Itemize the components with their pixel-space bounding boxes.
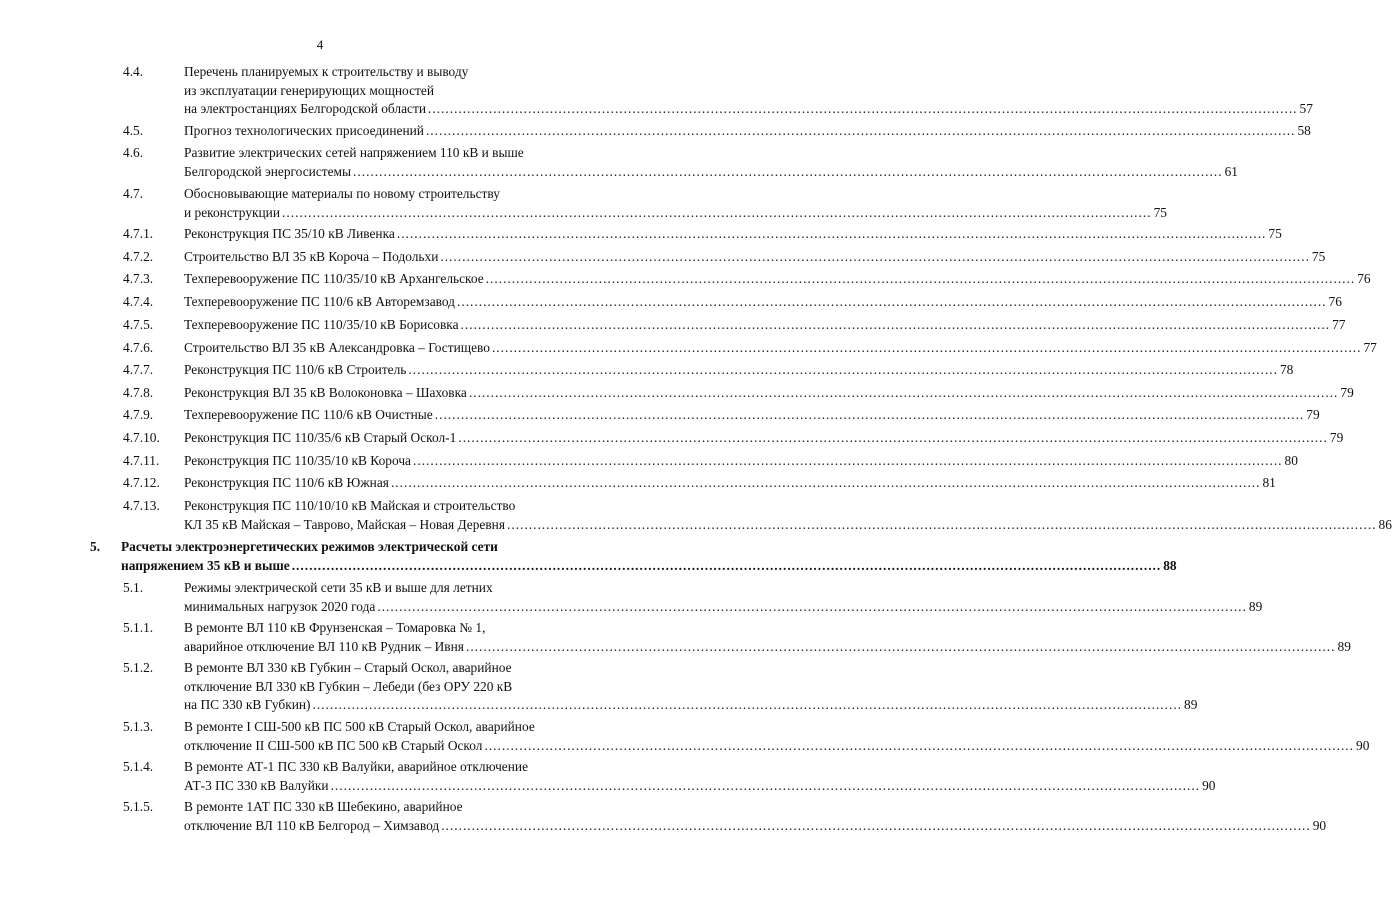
toc-entry-line	[184, 406, 1320, 425]
dot-leader: ........................................................................................................................................................................................................	[434, 407, 1305, 422]
toc-entry-line-text: Техперевооружение ПС 110/6 кВ Авторемзавод	[184, 294, 455, 309]
toc-entry-line-text: Техперевооружение ПС 110/35/10 кВ Архангельское	[184, 271, 484, 286]
toc-entry-number: 4.7.9.	[123, 407, 154, 422]
toc-entry-number: 4.7.4.	[123, 294, 154, 309]
toc-entry-number: 4.7.10.	[123, 430, 160, 445]
toc-entry-line-text: Реконструкция ПС 110/6 кВ Строитель	[184, 362, 407, 377]
dot-leader: ........................................................................................................................................................................................................	[458, 430, 1328, 445]
page-number: 4	[316, 37, 324, 52]
toc-entry-line	[184, 516, 1392, 535]
toc-entry-line	[184, 100, 1313, 119]
toc-entry-line	[184, 339, 1377, 358]
toc-entry-line	[121, 557, 1177, 576]
toc-entry-number: 5.1.5.	[123, 799, 154, 814]
toc-entry-page: 90	[1202, 777, 1216, 793]
toc-entry-line: Расчеты электроэнергетических режимов электрической сети	[121, 539, 498, 554]
toc-entry-line	[184, 225, 1282, 244]
toc-entry-number: 4.6.	[123, 145, 144, 160]
dot-leader: ........................................................................................................................................................................................................	[291, 557, 1162, 573]
dot-leader: ........................................................................................................................................................................................................	[330, 777, 1201, 793]
toc-entry-number: 4.7.13.	[123, 498, 160, 513]
toc-entry-line	[184, 474, 1276, 493]
toc-entry-line	[184, 429, 1344, 448]
toc-entry-line-text: аварийное отключение ВЛ 110 кВ Рудник – Ивня	[184, 638, 464, 654]
toc-entry-line	[184, 361, 1294, 380]
toc-entry-title	[121, 538, 1177, 575]
toc-entry-number: 5.1.4.	[123, 759, 154, 774]
toc-entry-number: 5.1.3.	[123, 719, 154, 734]
dot-leader: ........................................................................................................................................................................................................	[491, 340, 1362, 355]
toc-entry-page: 78	[1279, 362, 1294, 377]
toc-entry-title	[184, 316, 1346, 335]
toc-entry-page: 57	[1299, 101, 1313, 116]
toc-entry-line	[184, 204, 1167, 223]
toc-entry-page: 89	[1337, 638, 1351, 654]
toc-entry-page: 77	[1363, 340, 1377, 355]
toc-entry-line	[184, 638, 1351, 657]
toc-entry-page: 79	[1340, 385, 1354, 400]
toc-entry-line-text: АТ-3 ПС 330 кВ Валуйки	[184, 777, 329, 793]
toc-entry-page: 90	[1356, 737, 1370, 753]
toc-entry-title	[184, 185, 1167, 222]
toc-entry-line-text: отключение II СШ-500 кВ ПС 500 кВ Старый Оскол	[184, 737, 483, 753]
toc-entry-title	[184, 384, 1354, 403]
dot-leader: ........................................................................................................................................................................................................	[428, 101, 1298, 116]
toc-entry-number: 5.1.	[123, 580, 144, 595]
dot-leader: ........................................................................................................................................................................................................	[457, 294, 1327, 309]
toc-entry-line-text: Реконструкция ПС 110/35/10 кВ Короча	[184, 453, 411, 468]
toc-entry-line-text: Техперевооружение ПС 110/35/10 кВ Борисовка	[184, 317, 459, 332]
toc-entry-title	[184, 339, 1377, 358]
toc-entry-line-text: Реконструкция ВЛ 35 кВ Волоконовка – Шаховка	[184, 385, 467, 400]
toc-entry-title	[184, 248, 1326, 267]
toc-entry-number: 5.1.1.	[123, 620, 154, 635]
toc-entry-title	[184, 497, 1392, 534]
toc-entry-line: Перечень планируемых к строительству и выводу	[184, 64, 469, 79]
toc-entry-title	[184, 798, 1327, 835]
dot-leader: ........................................................................................................................................................................................................	[440, 249, 1310, 264]
toc-entry-page: 58	[1297, 123, 1311, 138]
dot-leader: ........................................................................................................................................................................................................	[408, 362, 1278, 377]
toc-entry-line	[184, 817, 1327, 836]
dot-leader: ........................................................................................................................................................................................................	[390, 475, 1261, 490]
toc-entry-page: 81	[1262, 475, 1276, 490]
toc-entry-title	[184, 225, 1282, 244]
toc-entry-line	[184, 696, 1198, 715]
dot-leader: ........................................................................................................................................................................................................	[465, 638, 1336, 654]
toc-entry-title	[184, 270, 1371, 289]
toc-entry-page: 76	[1328, 294, 1342, 309]
toc-entry-page: 90	[1312, 817, 1327, 833]
toc-entry-number: 4.7.5.	[123, 317, 154, 332]
toc-entry-page: 75	[1153, 204, 1167, 220]
dot-leader: ........................................................................................................................................................................................................	[312, 697, 1183, 712]
toc-entry-line: В ремонте ВЛ 330 кВ Губкин – Старый Оскол, аварийное	[184, 660, 512, 675]
dot-leader: ........................................................................................................................................................................................................	[468, 385, 1339, 400]
dot-leader: ........................................................................................................................................................................................................	[425, 123, 1296, 138]
dot-leader: ........................................................................................................................................................................................................	[460, 317, 1331, 332]
toc-entry-page: 76	[1357, 271, 1371, 286]
toc-entry-line-text: минимальных нагрузок 2020 года	[184, 598, 376, 614]
toc-entry-page: 89	[1248, 598, 1263, 614]
toc-entry-page: 86	[1378, 516, 1392, 532]
toc-entry-number: 4.5.	[123, 123, 144, 138]
toc-entry-line-text: отключение ВЛ 110 кВ Белгород – Химзавод	[184, 817, 440, 833]
dot-leader: ........................................................................................................................................................................................................	[485, 271, 1356, 286]
toc-entry-page: 75	[1311, 249, 1326, 264]
toc-entry-line: Реконструкция ПС 110/10/10 кВ Майская и строительство	[184, 498, 516, 513]
toc-entry-page: 80	[1284, 453, 1298, 468]
toc-entry-line	[184, 248, 1326, 267]
toc-entry-line-text: и реконструкции	[184, 204, 281, 220]
toc-entry-line-text: Техперевооружение ПС 110/6 кВ Очистные	[184, 407, 433, 422]
toc-entry-number: 4.7.7.	[123, 362, 154, 377]
toc-entry-page: 77	[1332, 317, 1346, 332]
dot-leader: ........................................................................................................................................................................................................	[396, 226, 1267, 241]
toc-entry-title	[184, 361, 1294, 380]
toc-entry-line-text: Реконструкция ПС 110/6 кВ Южная	[184, 475, 389, 490]
toc-entry-title	[184, 579, 1263, 616]
toc-entry-page: 79	[1306, 407, 1320, 422]
toc-entry-title	[184, 758, 1216, 795]
toc-entry-line-text: Строительство ВЛ 35 кВ Короча – Подольхи	[184, 249, 439, 264]
toc-entry-line-text: Прогноз технологических присоединений	[184, 123, 424, 138]
toc-entry-line	[184, 122, 1311, 141]
toc-entry-line: В ремонте ВЛ 110 кВ Фрунзенская – Томаровка № 1,	[184, 620, 486, 635]
toc-entry-line	[184, 384, 1354, 403]
toc-entry-line-text: КЛ 35 кВ Майская – Таврово, Майская – Новая Деревня	[184, 516, 506, 532]
toc-entry-line: отключение ВЛ 330 кВ Губкин – Лебеди (без ОРУ 220 кВ	[184, 678, 513, 694]
toc-entry-line-text: Реконструкция ПС 35/10 кВ Ливенка	[184, 226, 395, 241]
toc-entry-page: 88	[1163, 557, 1177, 573]
toc-entry-number: 4.7.8.	[123, 385, 154, 400]
dot-leader: ........................................................................................................................................................................................................	[413, 453, 1283, 468]
toc-entry-line-text: Строительство ВЛ 35 кВ Александровка – Гостищево	[184, 340, 490, 355]
toc-entry-title	[184, 474, 1276, 493]
toc-entry-number: 4.7.1.	[123, 226, 154, 241]
toc-entry-line	[184, 598, 1263, 617]
toc-entry-title	[184, 122, 1311, 141]
toc-entry-number: 4.7.3.	[123, 271, 154, 286]
toc-entry-number: 4.7.	[123, 186, 144, 201]
toc-entry-title	[184, 452, 1298, 471]
toc-entry-line: В ремонте АТ-1 ПС 330 кВ Валуйки, аварийное отключение	[184, 759, 529, 774]
toc-entry-line-text: напряжением 35 кВ и выше	[121, 557, 290, 573]
toc-entry-line-text: Реконструкция ПС 110/35/6 кВ Старый Оскол-1	[184, 430, 457, 445]
dot-leader: ........................................................................................................................................................................................................	[377, 598, 1247, 614]
toc-entry-title	[184, 144, 1238, 181]
toc-entry-line	[184, 316, 1346, 335]
toc-entry-line	[184, 163, 1238, 182]
toc-entry-line	[184, 270, 1371, 289]
toc-entry-line	[184, 452, 1298, 471]
toc-entry-title	[184, 659, 1198, 715]
toc-entry-line: Обосновывающие материалы по новому строительству	[184, 186, 500, 201]
toc-entry-line: Режимы электрической сети 35 кВ и выше для летних	[184, 580, 493, 595]
dot-leader: ........................................................................................................................................................................................................	[282, 204, 1152, 220]
toc-entry-number: 4.7.2.	[123, 249, 154, 264]
toc-entry-page: 61	[1224, 163, 1238, 179]
dot-leader: ........................................................................................................................................................................................................	[441, 817, 1311, 833]
toc-entry-number: 4.7.6.	[123, 340, 154, 355]
dot-leader: ........................................................................................................................................................................................................	[484, 737, 1354, 753]
toc-entry-line	[184, 777, 1216, 796]
toc-entry-title	[184, 429, 1344, 448]
toc-entry-title	[184, 63, 1313, 119]
toc-entry-title	[184, 406, 1320, 425]
toc-entry-title	[184, 293, 1342, 312]
toc-entry-line-text: Белгородской энергосистемы	[184, 163, 352, 179]
dot-leader: ........................................................................................................................................................................................................	[507, 516, 1377, 532]
toc-entry-line: В ремонте I СШ-500 кВ ПС 500 кВ Старый Оскол, аварийное	[184, 719, 535, 734]
toc-entry-page: 79	[1329, 430, 1344, 445]
toc-entry-number: 4.7.11.	[123, 453, 160, 468]
toc-entry-line	[184, 293, 1342, 312]
toc-entry-number: 4.7.12.	[123, 475, 160, 490]
dot-leader: ........................................................................................................................................................................................................	[353, 163, 1223, 179]
toc-entry-number: 5.1.2.	[123, 660, 154, 675]
toc-entry-number: 4.4.	[123, 64, 144, 79]
toc-entry-title	[184, 718, 1370, 755]
toc-entry-number: 5.	[90, 539, 101, 554]
toc-entry-line: Развитие электрических сетей напряжением 110 кВ и выше	[184, 145, 524, 160]
toc-entry-line: из эксплуатации генерирующих мощностей	[184, 82, 434, 98]
toc-entry-line	[184, 737, 1370, 756]
toc-entry-line-text: на электростанциях Белгородской области	[184, 101, 426, 116]
toc-entry-page: 89	[1184, 697, 1198, 712]
toc-entry-line: В ремонте 1АТ ПС 330 кВ Шебекино, аварийное	[184, 799, 463, 814]
toc-entry-line-text: на ПС 330 кВ Губкин)	[184, 697, 311, 712]
toc-entry-page: 75	[1268, 226, 1282, 241]
toc-entry-title	[184, 619, 1351, 656]
